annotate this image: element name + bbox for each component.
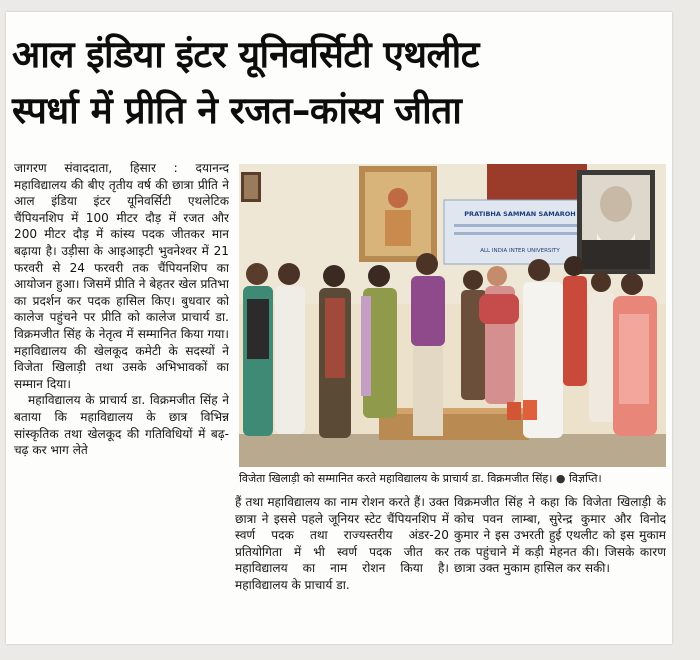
article-paragraph-1: जागरण संवाददाता, हिसार : दयानन्द महाविद्यालय की बीए तृतीय वर्ष की छात्रा प्रीति ने आल इंडिया इंटर यूनिवर्सिटी एथलेटिक चैंपियनशिप में 100 मीटर दौड़ में रजत और 200 मीटर दौड़ में कांस्य पदक जीतकर मान बढ़ाया है। उड़ीसा के आइआइटी भुवनेश्वर में 21 फरवरी से 24 फरवरी तक चैंपियनशिप का आयोजन हुआ। जिसमें प्रीति ने बेहतर खेल प्रतिभा का प्रदर्शन कर पदक हासिल किए। बुधवार को कालेज पहुंचने पर प्रीति को कालेज प्राचार्य डा. विक्रमजीत सिंह के नेतृत्व में सम्मानित किया गया। महाविद्यालय की खेलकूद कमेटी के सदस्यों ने विजेता खिलाड़ी तथा उसके अभिभावकों का सम्मान दिया।	[14, 161, 229, 391]
banner-text-1: PRATIBHA SAMMAN SAMAROH	[464, 210, 576, 218]
article-column-2	[235, 494, 449, 644]
caption-credit: विज्ञप्ति।	[569, 472, 602, 485]
article-column-3	[454, 494, 666, 644]
headline-line-1: आल इंडिया इंटर यूनिवर्सिटी एथलीट	[12, 33, 479, 76]
article-paragraph-4: विक्रमजीत सिंह ने कहा कि विजेता खिलाड़ी के कोच पवन लाम्बा, सुरेन्द्र कुमार और विनोद कुमार ने इस उभरती हुई एथलीट को इस मुकाम तक पहुंचाने में कड़ी मेहनत की। जिसके कारण छात्रा उक्त मुकाम हासिल कर सकी।	[454, 495, 666, 576]
caption-bullet: ●	[555, 472, 566, 485]
newspaper-clipping	[6, 12, 672, 644]
news-photo	[239, 164, 666, 467]
article-paragraph-3: हैं तथा महाविद्यालय का नाम रोशन करते हैं। उक्त छात्रा ने इससे पहले जूनियर स्टेट चैंपियनशिप में स्वर्ण पदक तथा राज्यस्तरीय अंडर-20 प्रतियोगिता में भी स्वर्ण पदक जीत कर महाविद्यालय का नाम रोशन किया है। महाविद्यालय के प्राचार्य डा.	[235, 495, 449, 592]
group-photo-illustration	[239, 164, 666, 467]
headline-line-2: स्पर्धा में प्रीति ने रजत–कांस्य जीता	[12, 89, 462, 132]
photo-caption	[239, 469, 666, 489]
caption-text: विजेता खिलाड़ी को सम्मानित करते महाविद्यालय के प्राचार्य डा. विक्रमजीत सिंह।	[239, 472, 553, 485]
banner-text-2: ALL INDIA INTER UNIVERSITY	[480, 248, 560, 254]
article-column-1	[14, 160, 229, 645]
article-paragraph-2: महाविद्यालय के प्राचार्य डा. विक्रमजीत सिंह ने बताया कि महाविद्यालय के छात्र विभिन्न सांस्कृतिक तथा खेलकूद की गतिविधियों में बढ़-चढ़ कर भाग लेते	[14, 393, 229, 458]
